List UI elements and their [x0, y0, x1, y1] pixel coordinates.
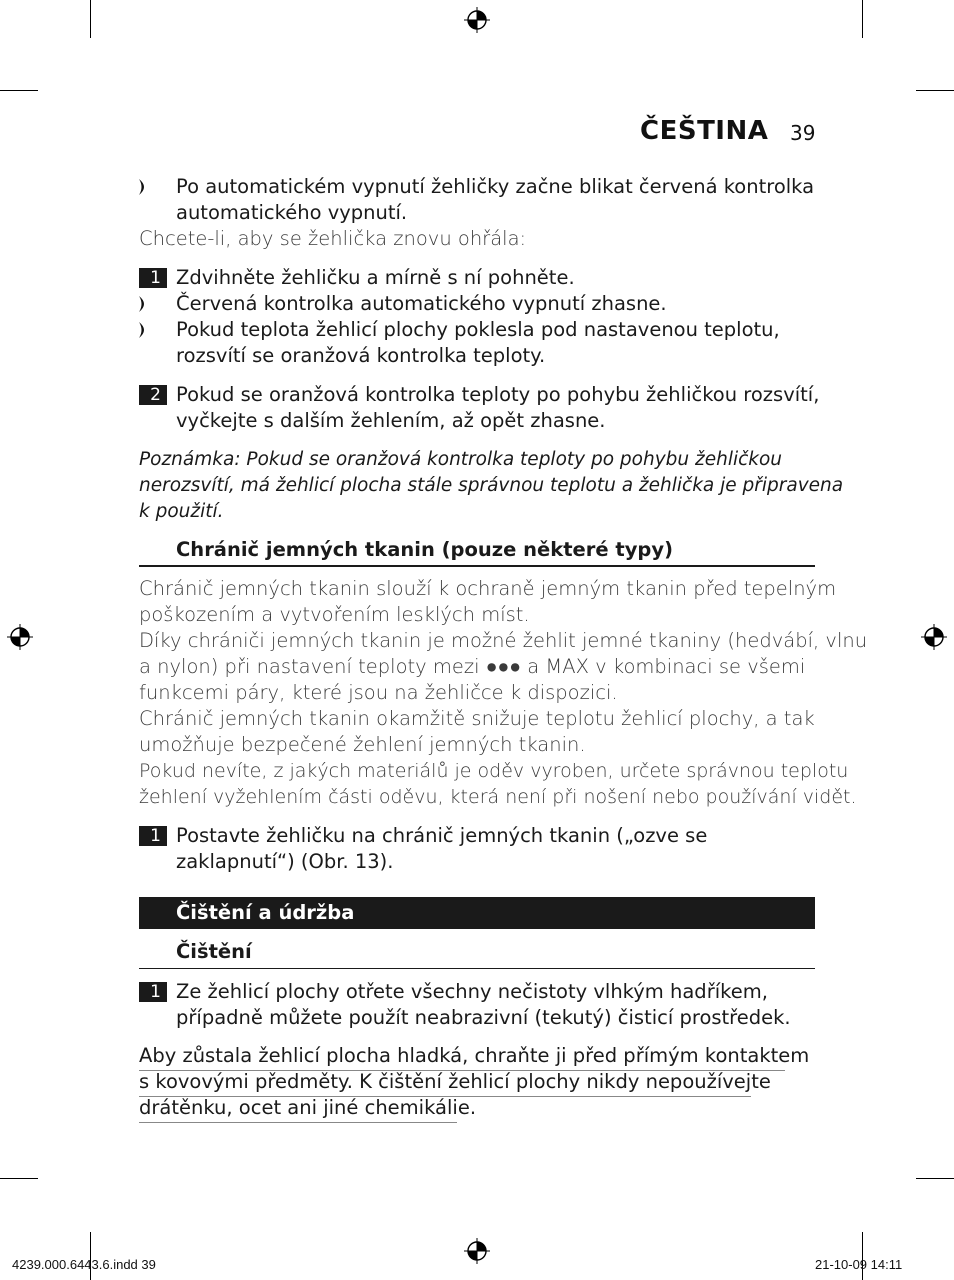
crop-mark [916, 90, 954, 91]
step-text: Ze žehlicí plochy otřete všechny nečistoty vlhkým hadříkem, [176, 980, 768, 1003]
step-text: Pokud se oranžová kontrolka teploty po pohybu žehličkou rozsvítí, [176, 383, 820, 406]
paragraph-text: Pokud nevíte, z jakých materiálů je oděv vyroben, určete správnou teplotu [139, 760, 849, 782]
paragraph-text: Chránič jemných tkanin slouží k ochraně jemným tkanin před tepelným [139, 577, 837, 600]
bullet-text: Červená kontrolka automatického vypnutí zhasne. [176, 292, 667, 315]
crop-mark [916, 1178, 954, 1179]
crop-mark [862, 1232, 863, 1280]
registration-mark-icon [464, 7, 490, 33]
paragraph-text: a nylon) při nastavení teploty mezi ●●● a MAX v kombinaci se všemi [139, 655, 806, 678]
chapter-band [139, 897, 815, 929]
bullet-icon [139, 179, 149, 195]
bullet-text: Po automatickém vypnutí žehličky začne blikat červená kontrolka [176, 175, 815, 198]
crop-mark [0, 90, 38, 91]
bullet-icon [139, 296, 149, 312]
step-text: vyčkejte s dalším žehlením, až opět zhasne. [176, 409, 606, 432]
intro-text: Chcete-li, aby se žehlička znovu ohřála: [139, 227, 527, 250]
crop-mark [0, 1178, 38, 1179]
chapter-title: Čištění a údržba [176, 901, 355, 924]
paragraph-text: umožňuje bezpečené žehlení jemných tkanin. [139, 733, 586, 756]
paragraph-text: funkcemi páry, které jsou na žehličce k dispozici. [139, 681, 618, 704]
paragraph-text: žehlení vyžehlením části oděvu, která není při nošení nebo používání vidět. [139, 786, 857, 808]
bullet-icon [139, 322, 149, 338]
page-language-title: ČEŠTINA [640, 116, 769, 146]
section-divider [139, 968, 815, 969]
registration-mark-icon [464, 1238, 490, 1264]
section-divider [139, 565, 815, 567]
warning-text: Aby zůstala žehlicí plocha hladká, chraňte ji před přímým kontaktem [139, 1044, 810, 1067]
registration-mark-icon [921, 624, 947, 650]
step-number-badge: 2 [139, 385, 167, 405]
step-text: Postavte žehličku na chránič jemných tkanin („ozve se [176, 824, 708, 847]
step-number-badge: 1 [139, 268, 167, 288]
crop-mark [862, 0, 863, 38]
footer-file-info: 4239.000.6443.6.indd 39 [12, 1257, 156, 1272]
note-text: Poznámka: Pokud se oranžová kontrolka teploty po pohybu žehličkou [139, 449, 783, 470]
step-text: případně můžete použít neabrazivní (tekutý) čisticí prostředek. [176, 1006, 791, 1029]
crop-mark [90, 1232, 91, 1280]
bullet-text: Pokud teplota žehlicí plochy poklesla pod nastavenou teplotu, [176, 318, 780, 341]
warning-text: drátěnku, ocet ani jiné chemikálie. [139, 1096, 477, 1119]
step-text: Zdvihněte žehličku a mírně s ní pohněte. [176, 266, 575, 289]
page-number: 39 [790, 121, 816, 145]
paragraph-text: Chránič jemných tkanin okamžitě snižuje teplotu žehlicí plochy, a tak [139, 707, 815, 730]
warning-text: s kovovými předměty. K čištění žehlicí plochy nikdy nepoužívejte [139, 1070, 771, 1093]
paragraph-text: poškozením a vytvořením lesklých míst. [139, 603, 530, 626]
step-number-badge: 1 [139, 982, 167, 1002]
warning-underline [139, 1122, 457, 1123]
note-text: k použití. [139, 501, 224, 522]
note-text: nerozsvítí, má žehlicí plocha stále správnou teplotu a žehlička je připravena [139, 475, 844, 496]
bullet-text: automatického vypnutí. [176, 201, 408, 224]
section-heading: Chránič jemných tkanin (pouze některé typy) [176, 538, 674, 561]
section-heading: Čištění [176, 940, 252, 963]
crop-mark [90, 0, 91, 38]
footer-date: 21-10-09 14:11 [815, 1257, 903, 1272]
bullet-text: rozsvítí se oranžová kontrolka teploty. [176, 344, 546, 367]
step-text: zaklapnutí“) (Obr. 13). [176, 850, 394, 873]
step-number-badge: 1 [139, 826, 167, 846]
paragraph-text: Díky chrániči jemných tkanin je možné žehlit jemné tkaniny (hedvábí, vlnu [139, 629, 868, 652]
registration-mark-icon [7, 624, 33, 650]
